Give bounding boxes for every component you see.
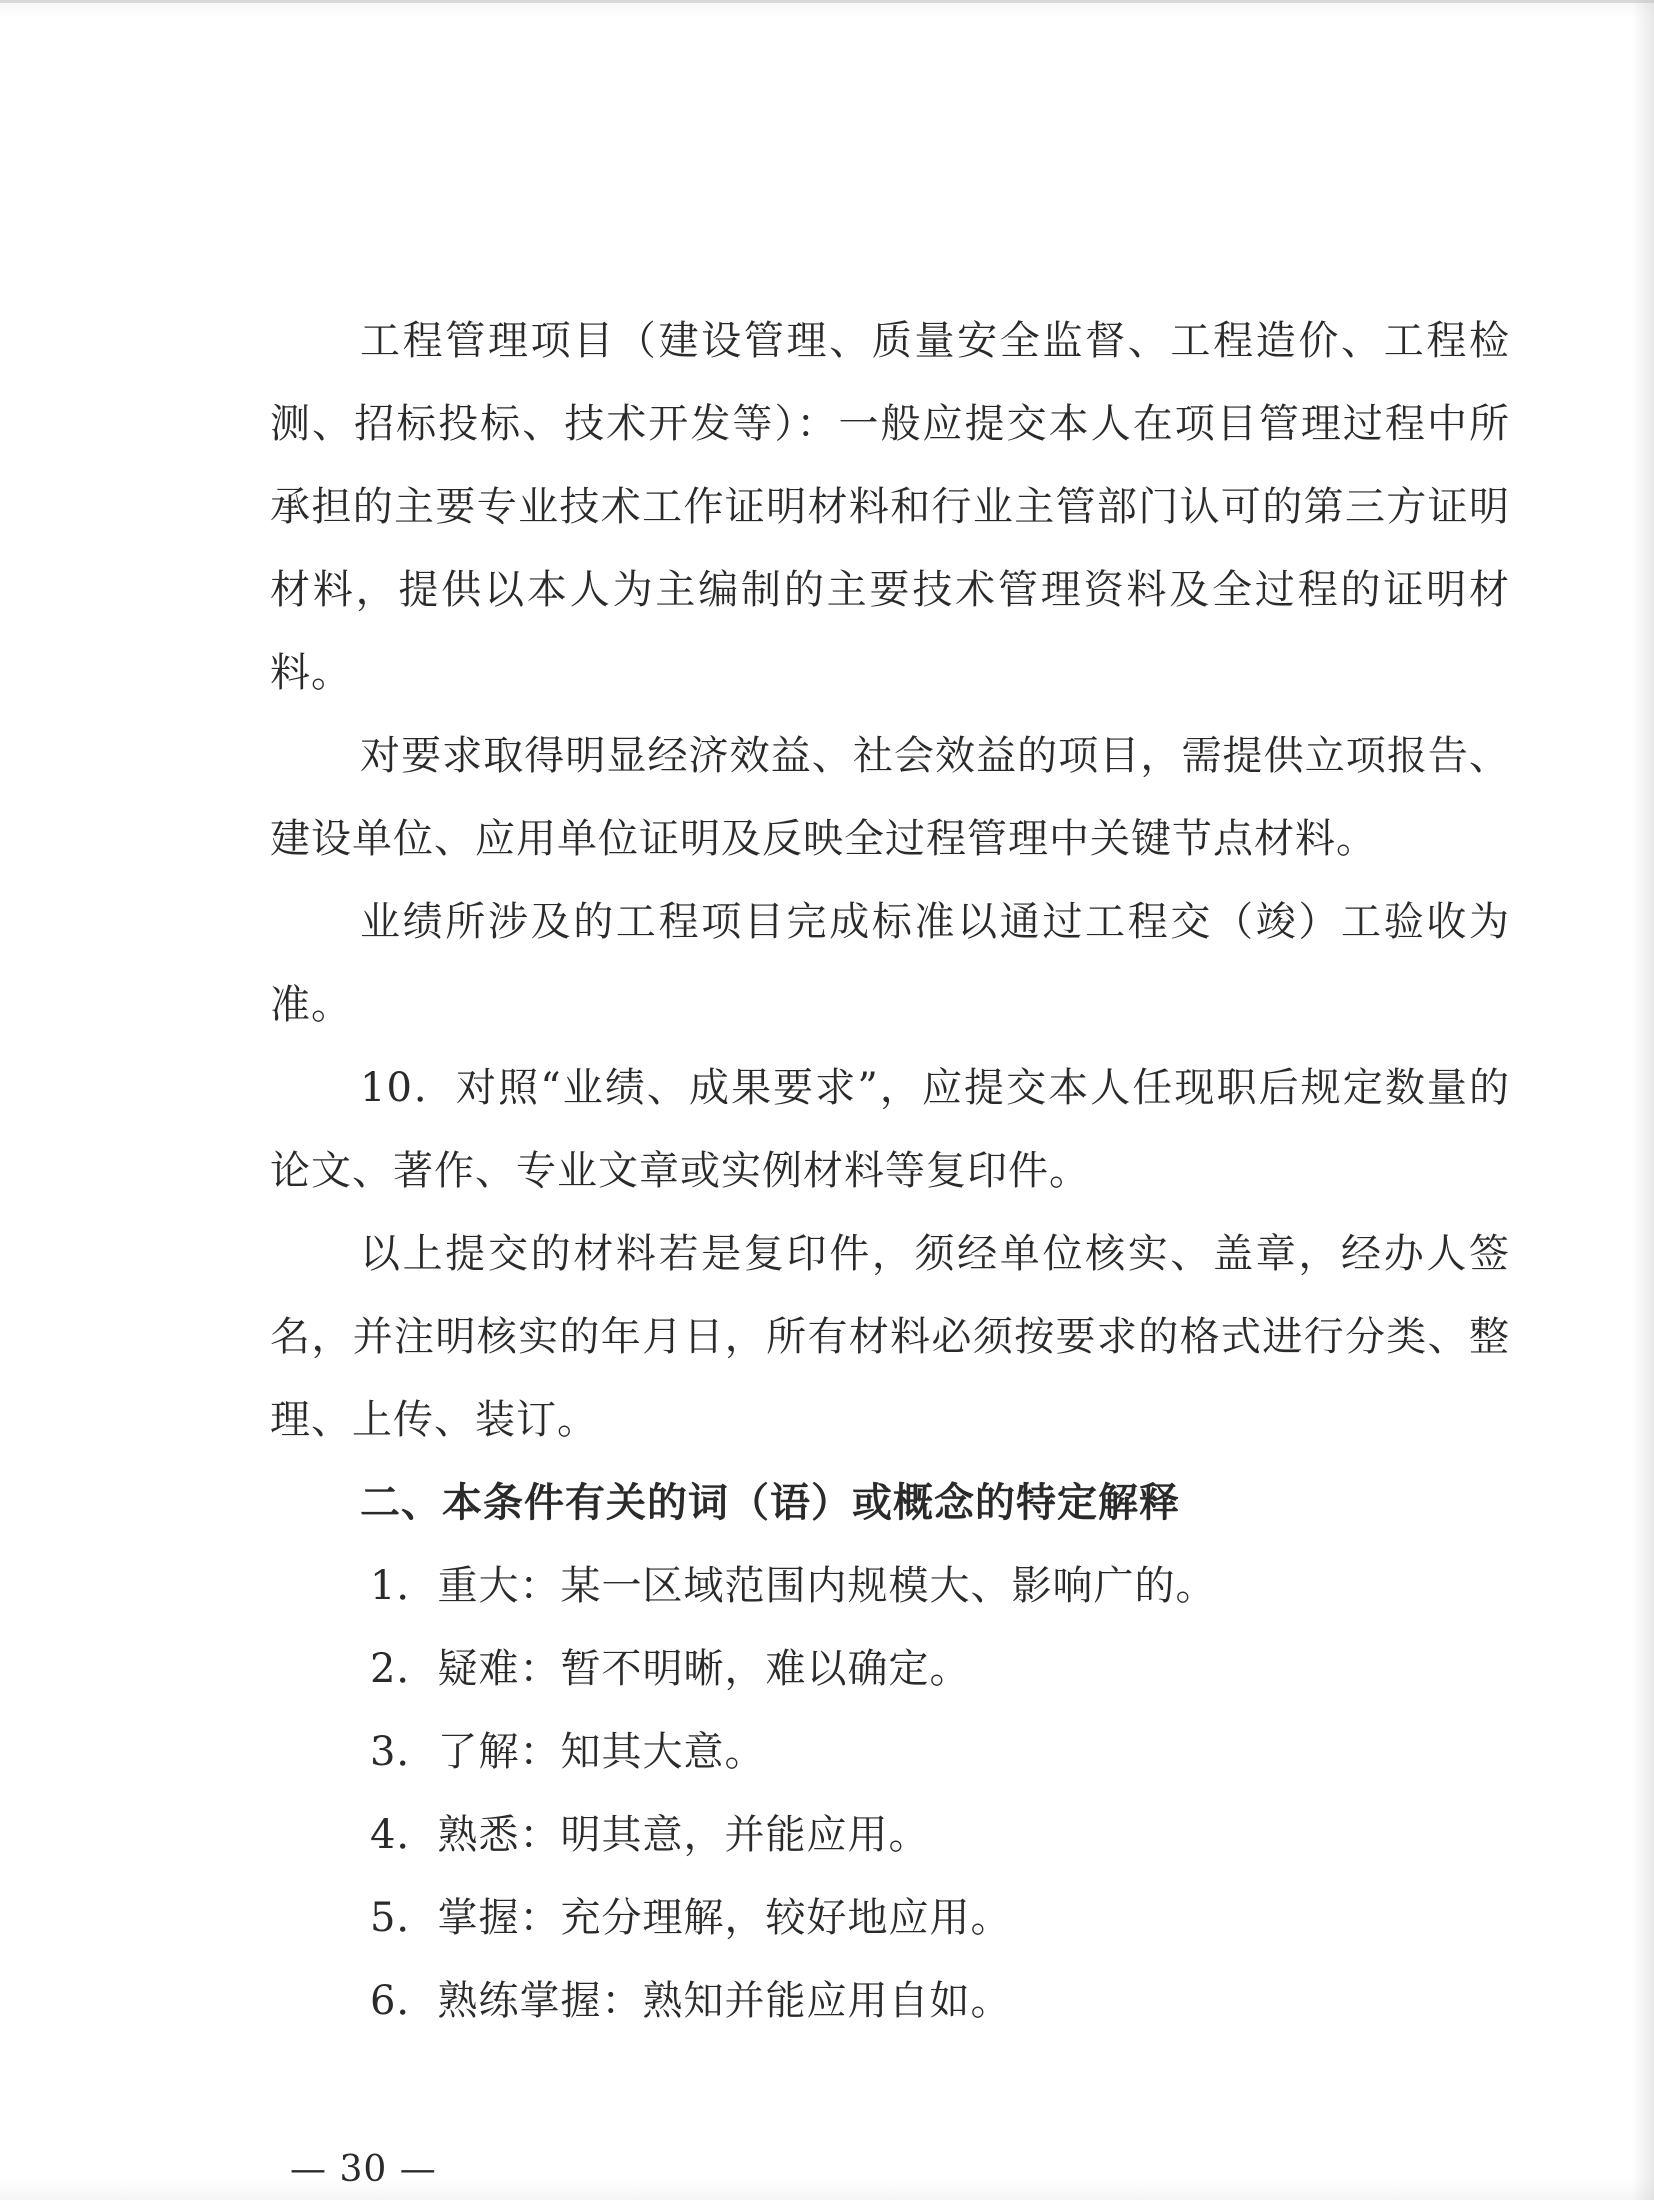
paragraph-completion-standard: 业绩所涉及的工程项目完成标准以通过工程交（竣）工验收为准。 (270, 899, 1510, 1028)
paragraph-copies-verification: 以上提交的材料若是复印件，须经单位核实、盖章，经办人签名，并注明核实的年月日，所有材料必须按要求的格式进行分类、整理、上传、装订。 (270, 1231, 1510, 1443)
page-number: — 30 — (290, 2149, 437, 2190)
scan-right-edge-shadow (1632, 0, 1654, 2200)
definition-item: 5．掌握：充分理解，较好地应用。 (370, 1895, 1012, 1941)
paragraph-item-10: 10．对照“业绩、成果要求”，应提交本人任现职后规定数量的论文、著作、专业文章或实例材料等复印件。 (270, 1065, 1510, 1194)
definition-item: 6．熟练掌握：熟知并能应用自如。 (370, 1978, 1012, 2024)
definition-item: 3．了解：知其大意。 (370, 1729, 766, 1775)
definition-item: 4．熟悉：明其意，并能应用。 (370, 1812, 930, 1858)
scan-top-edge (0, 0, 1654, 3)
paragraph-benefit-projects: 对要求取得明显经济效益、社会效益的项目，需提供立项报告、建设单位、应用单位证明及反映全过程管理中关键节点材料。 (270, 733, 1510, 862)
section-heading: 二、本条件有关的词（语）或概念的特定解释 (360, 1480, 1180, 1526)
definition-item: 2．疑难：暂不明晰，难以确定。 (370, 1646, 971, 1692)
paragraph-project-management: 工程管理项目（建设管理、质量安全监督、工程造价、工程检测、招标投标、技术开发等）：一般应提交本人在项目管理过程中所承担的主要专业技术工作证明材料和行业主管部门认可的第三方证明材料，提供以本人为主编制的主要技术管理资料及全过程的证明材料。 (270, 318, 1510, 696)
page-content (270, 300, 1510, 2043)
definition-item: 1．重大：某一区域范围内规模大、影响广的。 (370, 1563, 1217, 1609)
